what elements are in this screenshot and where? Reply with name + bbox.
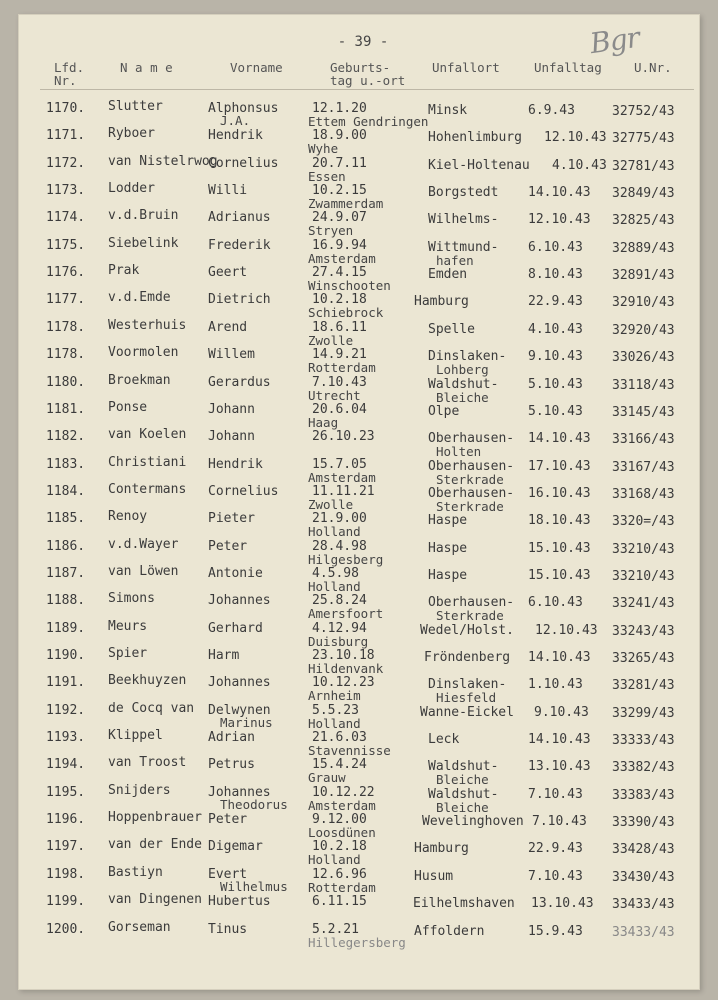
birth-place: Duisburg [308, 634, 369, 649]
accident-date: 9.10.43 [534, 705, 589, 720]
accident-date: 15.10.43 [528, 568, 591, 583]
accident-date: 14.10.43 [528, 185, 591, 200]
surname: Westerhuis [108, 318, 187, 333]
birth-place: Stavennisse [308, 743, 391, 758]
birth-date: 15.4.24 [312, 757, 367, 772]
birth-place: Schiebrock [308, 305, 384, 320]
accident-place-second-line: Bleiche [436, 390, 489, 405]
birth-date: 11.11.21 [312, 484, 375, 499]
accident-date: 5.10.43 [528, 404, 583, 419]
birth-place: Utrecht [308, 388, 361, 403]
birth-place: Hillegersberg [308, 935, 406, 950]
first-name: Delwynen [208, 703, 271, 718]
row-number: 1178. [46, 320, 86, 335]
first-name: Johannes [208, 675, 271, 690]
accident-place: Oberhausen- [428, 486, 515, 501]
accident-place: Haspe [428, 568, 468, 583]
accident-date: 4.10.43 [528, 322, 583, 337]
row-number: 1198. [46, 867, 86, 882]
accident-date: 12.10.43 [535, 623, 598, 638]
accident-place: Wedel/Holst. [420, 623, 514, 638]
surname: Spier [108, 646, 148, 661]
birth-place: Wyhe [308, 141, 339, 156]
row-number: 1185. [46, 511, 86, 526]
surname: Meurs [108, 619, 148, 634]
birth-place: Winschooten [308, 278, 391, 293]
accident-number: 33333/43 [612, 733, 675, 748]
accident-place: Affoldern [414, 924, 485, 939]
accident-place-second-line: Sterkrade [436, 499, 504, 514]
header-geburt-line1: Geburts- [330, 60, 391, 75]
row-number: 1200. [46, 922, 86, 937]
accident-date: 22.9.43 [528, 294, 583, 309]
header-unfalltag: Unfalltag [534, 60, 602, 75]
surname: v.d.Bruin [108, 208, 179, 223]
row-number: 1177. [46, 292, 86, 307]
birth-date: 23.10.18 [312, 648, 375, 663]
birth-date: 18.6.11 [312, 320, 367, 335]
first-name: Arend [208, 320, 248, 335]
first-name: Peter [208, 539, 248, 554]
accident-place: Wevelinghoven [422, 814, 524, 829]
accident-place: Waldshut- [428, 759, 499, 774]
page-number: - 39 - [337, 34, 389, 50]
birth-date: 10.2.15 [312, 183, 367, 198]
accident-date: 14.10.43 [528, 431, 591, 446]
accident-date: 14.10.43 [528, 650, 591, 665]
accident-number: 33281/43 [612, 678, 675, 693]
row-number: 1192. [46, 703, 86, 718]
accident-date: 13.10.43 [528, 759, 591, 774]
accident-number: 33433/43 [612, 897, 675, 912]
birth-place: Rotterdam [308, 880, 376, 895]
birth-date: 15.7.05 [312, 457, 367, 472]
first-name: Cornelius [208, 484, 279, 499]
surname: van Troost [108, 755, 187, 770]
accident-number: 32781/43 [612, 159, 675, 174]
row-number: 1174. [46, 210, 86, 225]
birth-date: 16.9.94 [312, 238, 367, 253]
accident-date: 5.10.43 [528, 377, 583, 392]
row-number: 1181. [46, 402, 86, 417]
first-name: Peter [208, 812, 248, 827]
surname: Broekman [108, 373, 171, 388]
row-number: 1189. [46, 621, 86, 636]
first-name: Johannes [208, 593, 271, 608]
first-name: Antonie [208, 566, 263, 581]
surname: Siebelink [108, 236, 179, 251]
accident-date: 1.10.43 [528, 677, 583, 692]
surname: Hoppenbrauer [108, 810, 202, 825]
first-name: Alphonsus [208, 101, 279, 116]
accident-place: Hamburg [414, 294, 469, 309]
accident-date: 18.10.43 [528, 513, 591, 528]
row-number: 1178. [46, 347, 86, 362]
surname: Lodder [108, 181, 155, 196]
accident-place: Oberhausen- [428, 459, 515, 474]
row-number: 1187. [46, 566, 86, 581]
surname: de Cocq van [108, 701, 195, 716]
surname: Voormolen [108, 345, 179, 360]
header-name: N a m e [120, 60, 173, 75]
row-number: 1196. [46, 812, 86, 827]
first-name: Willem [208, 347, 255, 362]
accident-place: Oberhausen- [428, 595, 515, 610]
accident-number: 33433/43 [612, 925, 675, 940]
header-nr: Nr. [54, 73, 77, 88]
accident-place: Dinslaken- [428, 349, 507, 364]
birth-date: 5.5.23 [312, 703, 359, 718]
accident-place: Wilhelms- [428, 212, 499, 227]
birth-date: 12.6.96 [312, 867, 367, 882]
first-name: Cornelius [208, 156, 279, 171]
first-name: Hubertus [208, 894, 271, 909]
accident-date: 9.10.43 [528, 349, 583, 364]
accident-place: Leck [428, 732, 460, 747]
surname: van Löwen [108, 564, 179, 579]
row-number: 1199. [46, 894, 86, 909]
accident-date: 17.10.43 [528, 459, 591, 474]
surname: Beekhuyzen [108, 673, 187, 688]
accident-number: 32910/43 [612, 295, 675, 310]
birth-date: 28.4.98 [312, 539, 367, 554]
birth-date: 7.10.43 [312, 375, 367, 390]
first-name: Pieter [208, 511, 255, 526]
accident-place: Husum [414, 869, 454, 884]
row-number: 1170. [46, 101, 86, 116]
surname: Renoy [108, 509, 148, 524]
accident-date: 15.9.43 [528, 924, 583, 939]
birth-place: Holland [308, 579, 361, 594]
birth-date: 14.9.21 [312, 347, 367, 362]
birth-place: Rotterdam [308, 360, 376, 375]
surname: Prak [108, 263, 140, 278]
header-geburt-line2: tag u.-ort [330, 73, 406, 88]
row-number: 1175. [46, 238, 86, 253]
birth-place: Arnheim [308, 688, 361, 703]
surname: Simons [108, 591, 155, 606]
accident-date: 6.10.43 [528, 240, 583, 255]
first-name: Evert [208, 867, 248, 882]
surname: v.d.Emde [108, 290, 171, 305]
accident-date: 7.10.43 [528, 869, 583, 884]
birth-date: 20.7.11 [312, 156, 367, 171]
row-number: 1172. [46, 156, 86, 171]
accident-date: 8.10.43 [528, 267, 583, 282]
row-number: 1180. [46, 375, 86, 390]
accident-date: 12.10.43 [528, 212, 591, 227]
accident-number: 32752/43 [612, 104, 675, 119]
surname: Ponse [108, 400, 148, 415]
first-name: Gerhard [208, 621, 263, 636]
accident-place: Oberhausen- [428, 431, 515, 446]
first-name: Johann [208, 402, 255, 417]
first-name-second-line: Wilhelmus [220, 879, 288, 894]
birth-place: Zwammerdam [308, 196, 384, 211]
row-number: 1182. [46, 429, 86, 444]
accident-number: 33382/43 [612, 760, 675, 775]
header-vorname: Vorname [230, 60, 283, 75]
first-name-second-line: Theodorus [220, 797, 288, 812]
birth-date: 10.2.18 [312, 292, 367, 307]
row-number: 1190. [46, 648, 86, 663]
birth-date: 21.9.00 [312, 511, 367, 526]
accident-date: 6.10.43 [528, 595, 583, 610]
birth-place: Amersfoort [308, 606, 384, 621]
accident-place-second-line: Sterkrade [436, 608, 504, 623]
surname: Klippel [108, 728, 163, 743]
birth-date: 24.9.07 [312, 210, 367, 225]
accident-number: 33241/43 [612, 596, 675, 611]
accident-number: 32825/43 [612, 213, 675, 228]
accident-place: Waldshut- [428, 787, 499, 802]
accident-place: Haspe [428, 541, 468, 556]
birth-place: Loosdünen [308, 825, 376, 840]
row-number: 1184. [46, 484, 86, 499]
birth-place: Grauw [308, 770, 346, 785]
accident-place-second-line: Sterkrade [436, 472, 504, 487]
header-unfallort: Unfallort [432, 60, 500, 75]
accident-date: 15.10.43 [528, 541, 591, 556]
accident-number: 33145/43 [612, 405, 675, 420]
accident-place: Olpe [428, 404, 460, 419]
birth-place: Amsterdam [308, 470, 376, 485]
first-name: Tinus [208, 922, 248, 937]
birth-place: Ettem Gendringen [308, 114, 429, 129]
row-number: 1183. [46, 457, 86, 472]
row-number: 1188. [46, 593, 86, 608]
accident-number: 33299/43 [612, 706, 675, 721]
accident-date: 14.10.43 [528, 732, 591, 747]
accident-place: Wittmund- [428, 240, 499, 255]
birth-date: 6.11.15 [312, 894, 367, 909]
surname: van Dingenen [108, 892, 202, 907]
surname: Christiani [108, 455, 187, 470]
surname: Slutter [108, 99, 163, 114]
accident-number: 32920/43 [612, 323, 675, 338]
accident-number: 3320=/43 [612, 514, 675, 529]
surname: Snijders [108, 783, 171, 798]
first-name: Frederik [208, 238, 271, 253]
accident-number: 33166/43 [612, 432, 675, 447]
accident-number: 33265/43 [612, 651, 675, 666]
birth-date: 20.6.04 [312, 402, 367, 417]
header-lfd: Lfd. [54, 60, 85, 75]
surname: Contermans [108, 482, 187, 497]
handwritten-stamp: Bgr [587, 20, 641, 61]
birth-date: 10.2.18 [312, 839, 367, 854]
first-name: Hendrik [208, 128, 263, 143]
accident-place: Fröndenberg [424, 650, 511, 665]
surname: van Koelen [108, 427, 187, 442]
birth-place: Haag [308, 415, 339, 430]
first-name-second-line: Marinus [220, 715, 273, 730]
accident-date: 13.10.43 [531, 896, 594, 911]
header-unr: U.Nr. [634, 60, 672, 75]
first-name: Geert [208, 265, 248, 280]
accident-place: Hamburg [414, 841, 469, 856]
surname: Bastiyn [108, 865, 163, 880]
surname: Ryboer [108, 126, 155, 141]
birth-date: 4.12.94 [312, 621, 367, 636]
accident-place: Emden [428, 267, 468, 282]
row-number: 1186. [46, 539, 86, 554]
accident-date: 4.10.43 [552, 158, 607, 173]
accident-place-second-line: Bleiche [436, 772, 489, 787]
accident-place-second-line: hafen [436, 253, 474, 268]
birth-place: Amsterdam [308, 251, 376, 266]
accident-place-second-line: Hiesfeld [436, 690, 497, 705]
accident-number: 33243/43 [612, 624, 675, 639]
birth-date: 18.9.00 [312, 128, 367, 143]
accident-date: 7.10.43 [528, 787, 583, 802]
accident-place: Wanne-Eickel [420, 705, 514, 720]
accident-number: 32889/43 [612, 241, 675, 256]
first-name: Gerardus [208, 375, 271, 390]
accident-place: Hohenlimburg [428, 130, 522, 145]
row-number: 1191. [46, 675, 86, 690]
first-name: Johann [208, 429, 255, 444]
accident-number: 32775/43 [612, 131, 675, 146]
accident-date: 12.10.43 [544, 130, 607, 145]
birth-place: Holland [308, 716, 361, 731]
accident-date: 16.10.43 [528, 486, 591, 501]
birth-place: Zwolle [308, 333, 354, 348]
accident-place: Haspe [428, 513, 468, 528]
birth-date: 26.10.23 [312, 429, 375, 444]
birth-date: 27.4.15 [312, 265, 367, 280]
first-name: Willi [208, 183, 248, 198]
accident-place: Waldshut- [428, 377, 499, 392]
accident-number: 33383/43 [612, 788, 675, 803]
surname: Gorseman [108, 920, 171, 935]
accident-place: Spelle [428, 322, 475, 337]
accident-date: 7.10.43 [532, 814, 587, 829]
birth-date: 9.12.00 [312, 812, 367, 827]
birth-place: Hilgesberg [308, 552, 384, 567]
first-name: Johannes [208, 785, 271, 800]
birth-place: Holland [308, 852, 361, 867]
row-number: 1194. [46, 757, 86, 772]
row-number: 1173. [46, 183, 86, 198]
first-name: Adrianus [208, 210, 271, 225]
accident-number: 33118/43 [612, 378, 675, 393]
birth-place: Amsterdam [308, 798, 376, 813]
accident-place-second-line: Lohberg [436, 362, 489, 377]
accident-place: Eilhelmshaven [413, 896, 515, 911]
accident-number: 33430/43 [612, 870, 675, 885]
birth-date: 4.5.98 [312, 566, 359, 581]
accident-number: 32891/43 [612, 268, 675, 283]
birth-date: 10.12.23 [312, 675, 375, 690]
accident-number: 33168/43 [612, 487, 675, 502]
surname: v.d.Wayer [108, 537, 179, 552]
birth-date: 12.1.20 [312, 101, 367, 116]
accident-number: 33428/43 [612, 842, 675, 857]
surname: van der Ende [108, 837, 202, 852]
birth-place: Essen [308, 169, 346, 184]
birth-date: 5.2.21 [312, 922, 359, 937]
surname: van Nistelrwog [108, 154, 218, 169]
row-number: 1171. [46, 128, 86, 143]
row-number: 1176. [46, 265, 86, 280]
accident-date: 22.9.43 [528, 841, 583, 856]
row-number: 1197. [46, 839, 86, 854]
first-name: Adrian [208, 730, 255, 745]
accident-number: 33026/43 [612, 350, 675, 365]
accident-number: 33390/43 [612, 815, 675, 830]
accident-place-second-line: Bleiche [436, 800, 489, 815]
birth-date: 21.6.03 [312, 730, 367, 745]
birth-date: 10.12.22 [312, 785, 375, 800]
accident-number: 33210/43 [612, 569, 675, 584]
accident-place: Kiel-Holtenau [428, 158, 530, 173]
first-name: Dietrich [208, 292, 271, 307]
accident-place-second-line: Holten [436, 444, 482, 459]
birth-place: Hildenvank [308, 661, 384, 676]
birth-place: Holland [308, 524, 361, 539]
accident-place: Borgstedt [428, 185, 499, 200]
accident-number: 32849/43 [612, 186, 675, 201]
first-name-second-line: J.A. [220, 113, 251, 128]
birth-date: 25.8.24 [312, 593, 367, 608]
accident-place: Minsk [428, 103, 468, 118]
first-name: Petrus [208, 757, 255, 772]
birth-place: Zwolle [308, 497, 354, 512]
accident-place: Dinslaken- [428, 677, 507, 692]
row-number: 1195. [46, 785, 86, 800]
row-number: 1193. [46, 730, 86, 745]
accident-number: 33167/43 [612, 460, 675, 475]
birth-place: Stryen [308, 223, 354, 238]
first-name: Harm [208, 648, 240, 663]
accident-date: 6.9.43 [528, 103, 575, 118]
accident-number: 33210/43 [612, 542, 675, 557]
first-name: Digemar [208, 839, 263, 854]
first-name: Hendrik [208, 457, 263, 472]
